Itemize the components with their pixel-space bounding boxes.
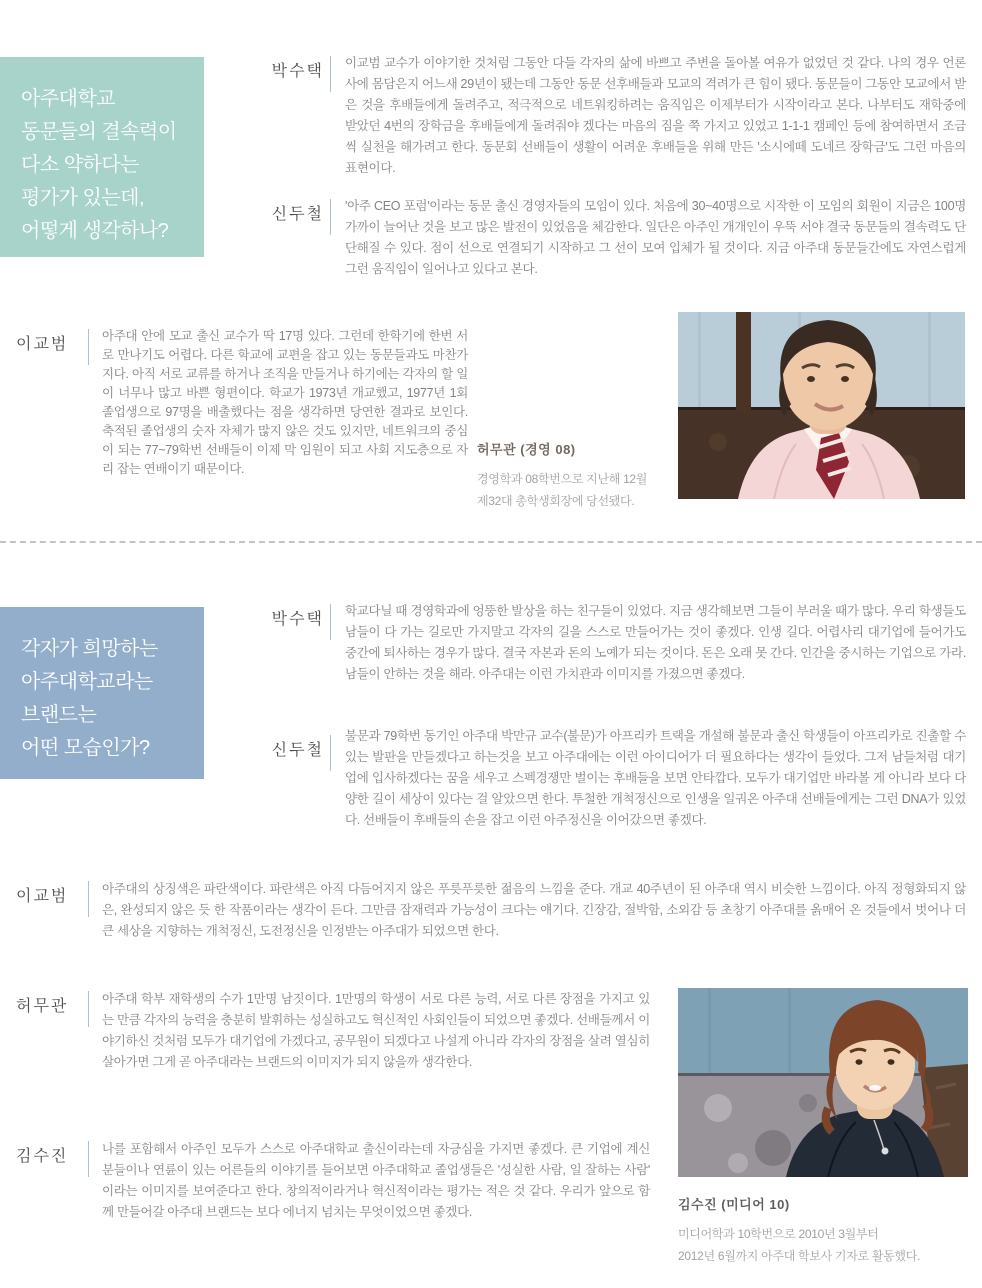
speaker-label-lee-gyo-beom: 이교범 (16, 888, 69, 905)
answer-paragraph-park-su-taek-2: 학교다닐 때 경영학과에 엉뚱한 발상을 하는 친구들이 있었다. 지금 생각해보면 그들이 부러울 때가 많다. 우리 학생들도 남들이 다 가는 길로만 가지말고 각자의 길을 스스로 만들어가는 것이 좋겠다. 인생 길다. 어렵사리 대기업에 들어가도 중간에 퇴사하는 경우가 많다. 결국 자본과 돈의 노예가 되는 것이다. 돈은 오래 못 간다. 인간을 중시하는 기업으로 가라. 남들이 안하는 것을 해라. 아주대는 이런 가치관과 이미지를 가졌으면 좋겠다. (345, 604, 966, 681)
answer-paragraph-heo-mu-gwan: 아주대 학부 재학생의 수가 1만명 남짓이다. 1만명의 학생이 서로 다른 능력, 서로 다른 장점을 가지고 있는 만큼 각자의 능력을 충분히 발휘하는 성실하고도 혁신적인 사회인들이 되었으면 좋겠다. 선배들께서 이야기하신 것처럼 모두가 대기업에 가겠다고, 공무원이 되겠다고 나설게 아니라 각자의 장점을 살려 열심히 살아가면 그게 곧 아주대라는 브랜드의 이미지가 되지 않을까 생각한다. (102, 992, 650, 1069)
speaker-divider-line (88, 329, 89, 365)
portrait-photo-heo-mu-gwan (678, 312, 965, 499)
photo-caption-name-kim-su-jin: 김수진 (미디어 10) (678, 1197, 790, 1212)
photo-caption-name-heo-mu-gwan: 허무관 (경영 08) (477, 442, 576, 457)
answer-paragraph-lee-gyo-beom-1: 아주대 안에 모교 출신 교수가 딱 17명 있다. 그런데 한학기에 한번 서로 만나기도 어렵다. 다른 학교에 교편을 잡고 있는 동문들과도 마찬가지다. 아직 서로 교류를 하거나 조직을 만들거나 하기에는 각자의 할 일이 너무나 많고 바쁜 형편이다. 학교가 1973년 개교했고, 1977년 1회 졸업생으로 97명을 배출했다는 점을 생각하면 당연한 결과로 보인다. 축적된 졸업생의 숫자 자체가 많지 않은 것도 있지만, 네트워크의 중심이 되는 77~79학번 선배들이 이제 막 임원이 되고 사회 지도층으로 자리 잡는 연배이기 때문이다. (102, 329, 468, 476)
question-2-line: 브랜드는 (21, 704, 97, 726)
speaker-divider-line (88, 1141, 89, 1177)
speaker-divider-line (88, 991, 89, 1027)
photo-caption-2 (678, 1194, 968, 1267)
speaker-label-kim-su-jin: 김수진 (16, 1148, 69, 1165)
speaker-divider-line (330, 604, 331, 640)
question-box-1 (0, 57, 204, 257)
photo-caption-text: 2012년 6월까지 아주대 학보사 기자로 활동했다. (678, 1249, 921, 1263)
question-2-line: 어떤 모습인가? (21, 737, 150, 759)
speaker-label-park-su-taek: 박수택 (271, 63, 324, 80)
speaker-divider-line (88, 881, 89, 917)
question-1-line: 다소 약하다는 (21, 154, 139, 176)
speaker-divider-line (330, 199, 331, 235)
speaker-label-lee-gyo-beom: 이교범 (16, 336, 69, 353)
answer-paragraph-park-su-taek-1: 이교범 교수가 이야기한 것처럼 그동안 다들 각자의 삶에 바쁘고 주변을 돌아볼 여유가 없었던 것 같다. 나의 경우 언론사에 몸담은지 어느새 29년이 됐는데 그동안 동문 선후배들과 모교의 격려가 큰 힘이 됐다. 동문들이 그동안 모교에서 받은 것을 후배들에게 돌려주고, 적극적으로 네트워킹하려는 움직임은 이제부터가 시작이라고 본다. 나부터도 재학중에 받았던 4번의 장학금을 후배들에게 돌려줘야 겠다는 마음의 짐을 쭉 가지고 있었고 1-1-1 캠페인 등에 참여하면서 조금씩 실천을 해가려고 한다. 동문회 선배들이 생활이 어려운 후배들을 위해 만든 '소시에떼 도네르 장학금'도 그런 마음의 표현이다. (345, 56, 966, 175)
speaker-label-shin-du-cheol: 신두철 (271, 742, 324, 759)
question-2-line: 아주대학교라는 (21, 671, 153, 693)
question-1-line: 평가가 있는데, (21, 187, 145, 209)
speaker-divider-line (330, 56, 331, 92)
answer-paragraph-kim-su-jin: 나를 포함해서 아주인 모두가 스스로 아주대학교 출신이라는데 자긍심을 가지면 좋겠다. 큰 기업에 계신 분들이나 연륜이 있는 어른들의 이야기를 들어보면 아주대학교 졸업생들은 '성실한 사람, 일 잘하는 사람' 이라는 이미지를 보여준다고 한다. 창의적이라거나 혁신적이라는 평가는 적은 것 같다. 우리가 앞으로 함께 만들어갈 아주대 브랜드는 보다 에너지 넘치는 무엇이었으면 좋겠다. (102, 1142, 650, 1219)
section-dashed-divider (0, 541, 982, 543)
portrait-photo-kim-su-jin-illustration (678, 988, 968, 1177)
question-1-line: 아주대학교 (21, 88, 116, 110)
answer-paragraph-shin-du-cheol-2: 불문과 79학번 동기인 아주대 박만규 교수(불문)가 아프리카 트랙을 개설해 불문과 출신 학생들이 아프리카로 진출할 수 있는 발판을 만들겠다고 하는것을 보고 아주대에는 이런 아이디어가 더 필요하다는 생각이 들었다. 그저 남들처럼 대기업에 입사하겠다는 꿈을 세우고 스펙경쟁만 벌이는 후배들을 보면 안타깝다. 모두가 대기업만 바라볼 게 아니라 보다 다양한 길이 세상이 있다는 걸 알았으면 한다. 투철한 개척정신으로 인생을 일궈온 아주대 선배들에게는 그런 DNA가 있었다. 선배들이 후배들의 손을 잡고 이런 아주정신을 이어갔으면 좋겠다. (345, 729, 966, 827)
photo-caption-text: 제32대 총학생회장에 당선됐다. (477, 494, 635, 508)
speaker-divider-line (330, 735, 331, 771)
question-1-line: 어떻게 생각하나? (21, 220, 169, 242)
answer-paragraph-lee-gyo-beom-2: 아주대의 상징색은 파란색이다. 파란색은 아직 다듬어지지 않은 푸릇푸릇한 젊음의 느낌을 준다. 개교 40주년이 된 아주대 역시 비슷한 느낌이다. 아직 정형화되지 않은, 완성되지 않은 듯 한 작품이라는 생각이 든다. 그만큼 잠재력과 가능성이 크다는 얘기다. 긴장감, 절박함, 소외감 등 초창기 아주대를 옭매어 온 것들에서 벗어나 더 큰 세상을 지향하는 개척정신, 도전정신을 인정받는 아주대가 되었으면 한다. (102, 882, 966, 938)
portrait-photo-heo-mu-gwan-illustration (678, 312, 965, 499)
answer-paragraph-shin-du-cheol-1: '아주 CEO 포럼'이라는 동문 출신 경영자들의 모임이 있다. 처음에 30~40명으로 시작한 이 모임의 회원이 지금은 100명 가까이 늘어난 것을 보고 많은 발전이 있었음을 체감한다. 일단은 아주인 개개인이 우뚝 서야 결국 동문들의 결속력도 단단해질 수 있다. 점이 선으로 연결되기 시작하고 그 선이 모여 입체가 될 것이다. 지금 아주대 동문들간에도 자연스럽게 그런 움직임이 일어나고 있다고 본다. (345, 199, 966, 276)
photo-caption-text: 경영학과 08학번으로 지난해 12월 (477, 472, 648, 486)
photo-caption-1 (477, 439, 672, 512)
speaker-label-park-su-taek: 박수택 (271, 611, 324, 628)
question-1-line: 동문들의 결속력이 (21, 121, 177, 143)
portrait-photo-kim-su-jin (678, 988, 968, 1177)
question-2-line: 각자가 희망하는 (21, 638, 158, 660)
photo-caption-text: 미디어학과 10학번으로 2010년 3월부터 (678, 1227, 879, 1241)
speaker-label-shin-du-cheol: 신두철 (271, 206, 324, 223)
speaker-label-heo-mu-gwan: 허무관 (16, 998, 69, 1015)
question-box-2 (0, 607, 204, 779)
